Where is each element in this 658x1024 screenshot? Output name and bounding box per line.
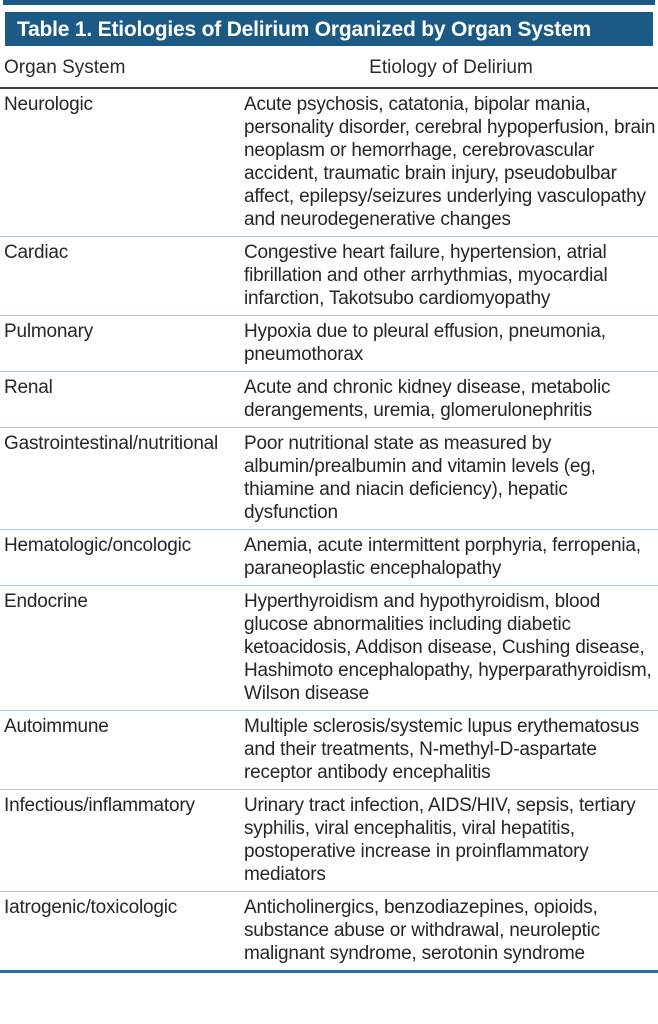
table-row	[0, 892, 658, 972]
etiology-cell: Congestive heart failure, hypertension, atrial fibrillation and other arrhythmias, myocardial infarction, Takotsubo cardiomyopathy	[244, 237, 658, 316]
etiology-cell: Multiple sclerosis/systemic lupus erythematosus and their treatments, N-methyl-D-aspartate receptor antibody encephalitis	[244, 711, 658, 790]
table-row	[0, 316, 658, 372]
table-row	[0, 428, 658, 530]
table-title-band	[5, 12, 653, 46]
column-header-organ-system: Organ System	[0, 51, 244, 88]
organ-system-cell: Pulmonary	[0, 316, 244, 372]
organ-system-cell: Hematologic/oncologic	[0, 530, 244, 586]
organ-system-cell: Endocrine	[0, 586, 244, 711]
column-header-row	[0, 51, 658, 88]
organ-system-cell: Neurologic	[4, 94, 93, 115]
etiologies-table	[0, 51, 658, 973]
top-rule	[3, 0, 655, 5]
table-title: Table 1. Etiologies of Delirium Organized by Organ System	[17, 18, 592, 41]
organ-system-cell: Renal	[0, 372, 244, 428]
organ-system-cell: Gastrointestinal/nutritional	[0, 428, 244, 530]
etiology-cell: Anemia, acute intermittent porphyria, ferropenia, paraneoplastic encephalopathy	[244, 530, 658, 586]
table-row	[0, 530, 658, 586]
table-row	[0, 586, 658, 711]
etiology-cell: Acute and chronic kidney disease, metabolic derangements, uremia, glomerulonephritis	[244, 372, 658, 428]
column-header-etiology: Etiology of Delirium	[244, 51, 658, 88]
organ-system-cell: Iatrogenic/toxicologic	[0, 892, 244, 972]
organ-system-cell: Cardiac	[0, 237, 244, 316]
etiology-cell: Acute psychosis, catatonia, bipolar mania, personality disorder, cerebral hypoperfusion, brain neoplasm or hemorrhage, cerebrovascular accident, traumatic brain injury, pseudobulbar affect, epilepsy/seizures underlying vasculopathy and neurodegenerative changes	[244, 94, 656, 230]
etiology-cell: Hyperthyroidism and hypothyroidism, blood glucose abnormalities including diabetic ketoacidosis, Addison disease, Cushing disease, Hashimoto encephalopathy, hyperparathyroidism, Wilson disease	[244, 586, 658, 711]
table-row	[0, 790, 658, 892]
table-row	[0, 372, 658, 428]
etiology-cell: Poor nutritional state as measured by albumin/prealbumin and vitamin levels (eg, thiamine and niacin deficiency), hepatic dysfunction	[244, 428, 658, 530]
table-row	[0, 88, 658, 237]
etiology-cell: Anticholinergics, benzodiazepines, opioids, substance abuse or withdrawal, neuroleptic malignant syndrome, serotonin syndrome	[244, 892, 658, 972]
etiology-cell: Hypoxia due to pleural effusion, pneumonia, pneumothorax	[244, 316, 658, 372]
organ-system-cell: Autoimmune	[0, 711, 244, 790]
table-row	[0, 237, 658, 316]
table-row	[0, 711, 658, 790]
etiology-cell: Urinary tract infection, AIDS/HIV, sepsis, tertiary syphilis, viral encephalitis, viral hepatitis, postoperative increase in proinflammatory mediators	[244, 790, 658, 892]
organ-system-cell: Infectious/inflammatory	[0, 790, 244, 892]
